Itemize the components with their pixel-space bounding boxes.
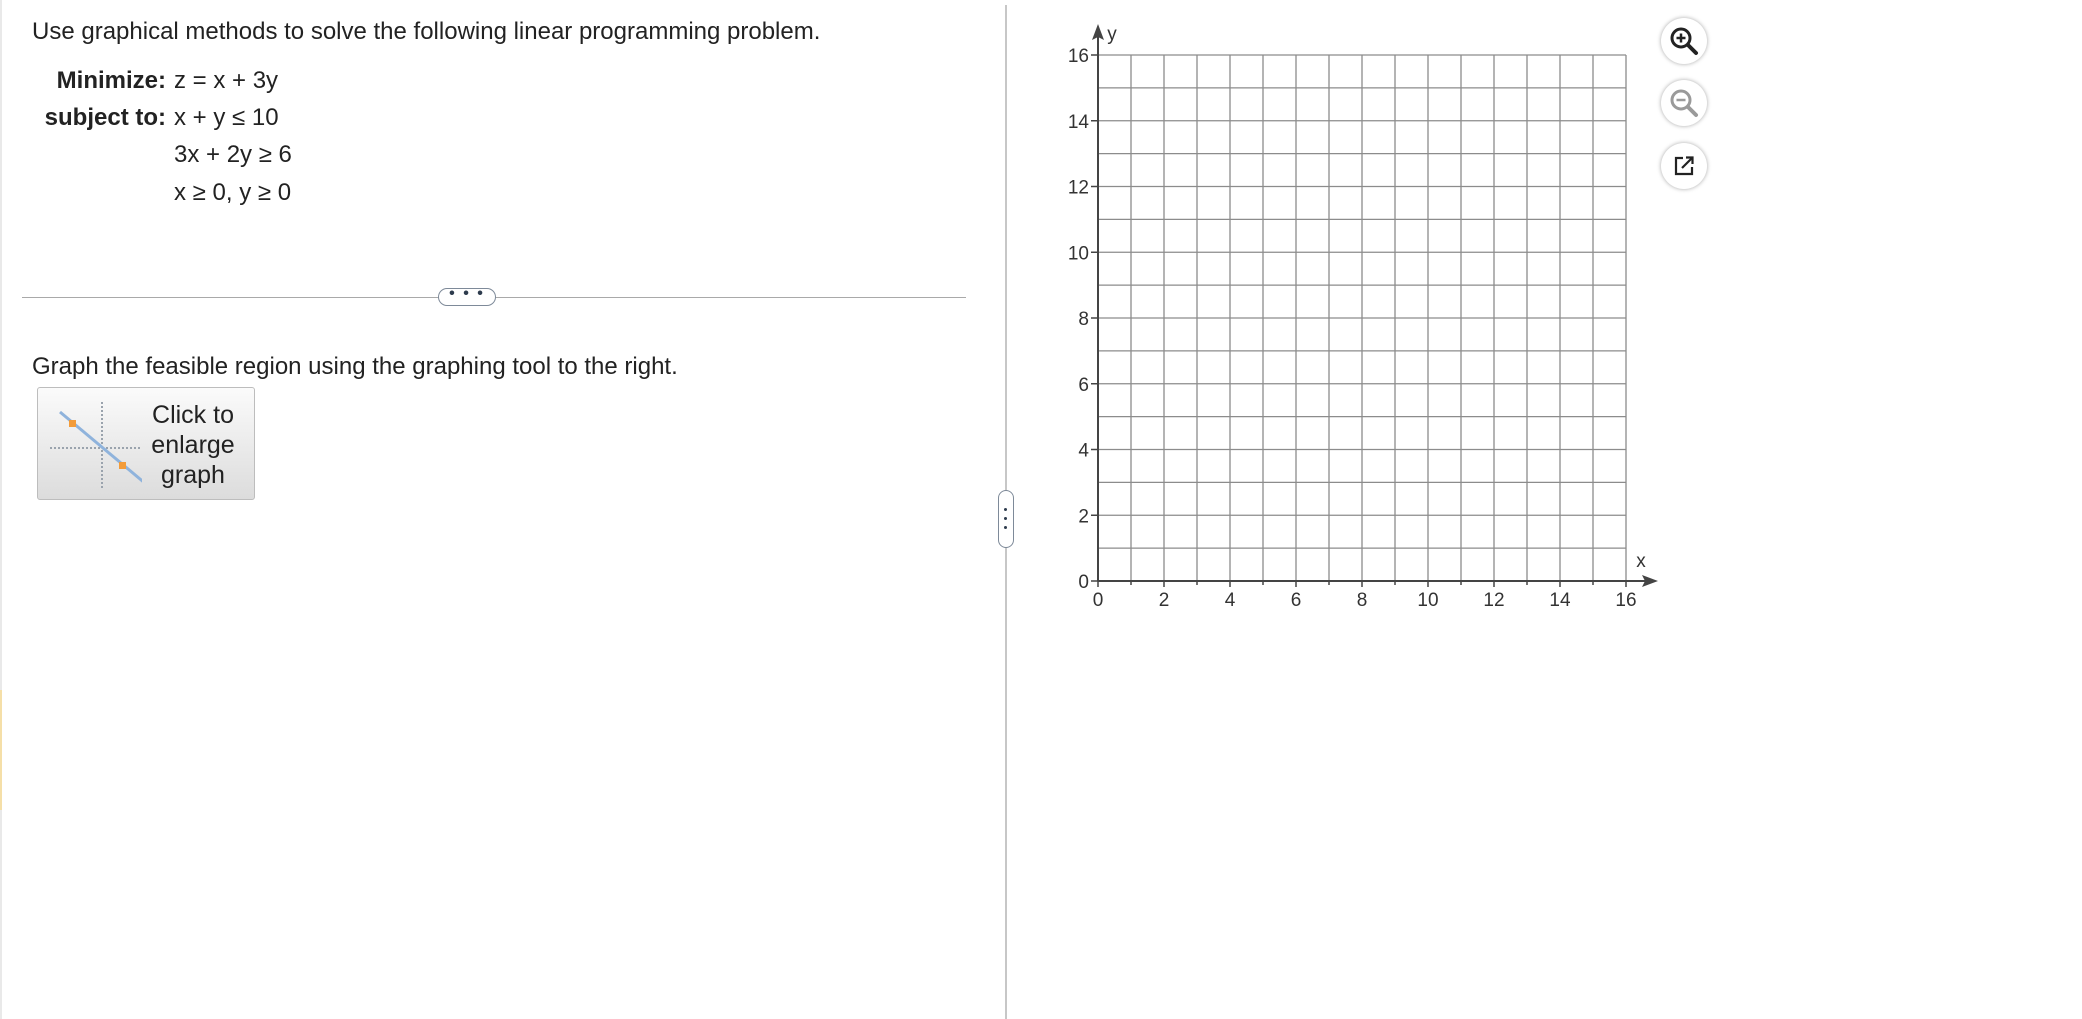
x-tick-label: 2 — [1158, 590, 1170, 611]
y-tick-label: 0 — [1078, 572, 1089, 593]
zoom-in-icon — [1661, 18, 1707, 64]
objective-label: Minimize: — [56, 67, 166, 94]
y-tick-label: 12 — [1067, 177, 1089, 199]
problem-intro: Use graphical methods to solve the following linear programming problem. — [32, 18, 821, 45]
constraints-label: subject to: — [44, 104, 166, 131]
grid-lines — [1098, 55, 1626, 581]
x-tick-label: 0 — [1092, 590, 1104, 611]
zoom-out-button[interactable] — [1661, 80, 1707, 126]
handle-dot — [1004, 508, 1007, 511]
x-tick-label: 4 — [1224, 590, 1236, 611]
x-tick-label: 6 — [1290, 590, 1302, 611]
constraint-expression: 3x + 2y ≥ 6 — [174, 141, 292, 168]
zoom-in-button[interactable] — [1661, 18, 1707, 64]
x-tick-label: 10 — [1417, 590, 1439, 611]
y-tick-label: 8 — [1078, 309, 1089, 330]
y-tick-label: 4 — [1078, 440, 1089, 462]
pane-splitter-handle[interactable] — [998, 490, 1014, 548]
graphing-area[interactable] — [1040, 10, 1670, 620]
enlarge-graph-label: Click to enlarge graph — [151, 401, 235, 489]
y-axis-label: y — [1107, 24, 1117, 45]
handle-dot — [1004, 526, 1007, 529]
enlarge-graph-button[interactable] — [37, 387, 255, 500]
popout-button[interactable] — [1661, 143, 1707, 189]
y-tick-label: 14 — [1067, 111, 1089, 133]
constraint-expression: x + y ≤ 10 — [174, 104, 279, 131]
question-pane — [0, 0, 1004, 1019]
y-tick-label: 2 — [1078, 506, 1089, 528]
x-tick-label: 8 — [1356, 590, 1368, 611]
x-axis-label: x — [1636, 551, 1646, 572]
x-tick-label: 16 — [1615, 590, 1637, 611]
constraint-expression: x ≥ 0, y ≥ 0 — [174, 179, 292, 206]
axes — [1091, 24, 1658, 587]
y-tick-label: 6 — [1078, 374, 1089, 396]
handle-dot — [1004, 517, 1007, 520]
y-tick-label: 10 — [1067, 243, 1089, 265]
objective-expression: z = x + 3y — [174, 67, 279, 94]
popout-icon — [1661, 143, 1707, 189]
y-tick-label: 16 — [1067, 46, 1089, 67]
instruction-text: Graph the feasible region using the graphing tool to the right. — [32, 353, 678, 380]
zoom-out-icon — [1661, 80, 1707, 126]
graph-thumbnail-icon — [46, 396, 142, 492]
x-tick-label: 12 — [1483, 590, 1505, 611]
divider-expand-handle[interactable]: • • • — [438, 288, 496, 306]
x-tick-label: 14 — [1549, 590, 1571, 611]
